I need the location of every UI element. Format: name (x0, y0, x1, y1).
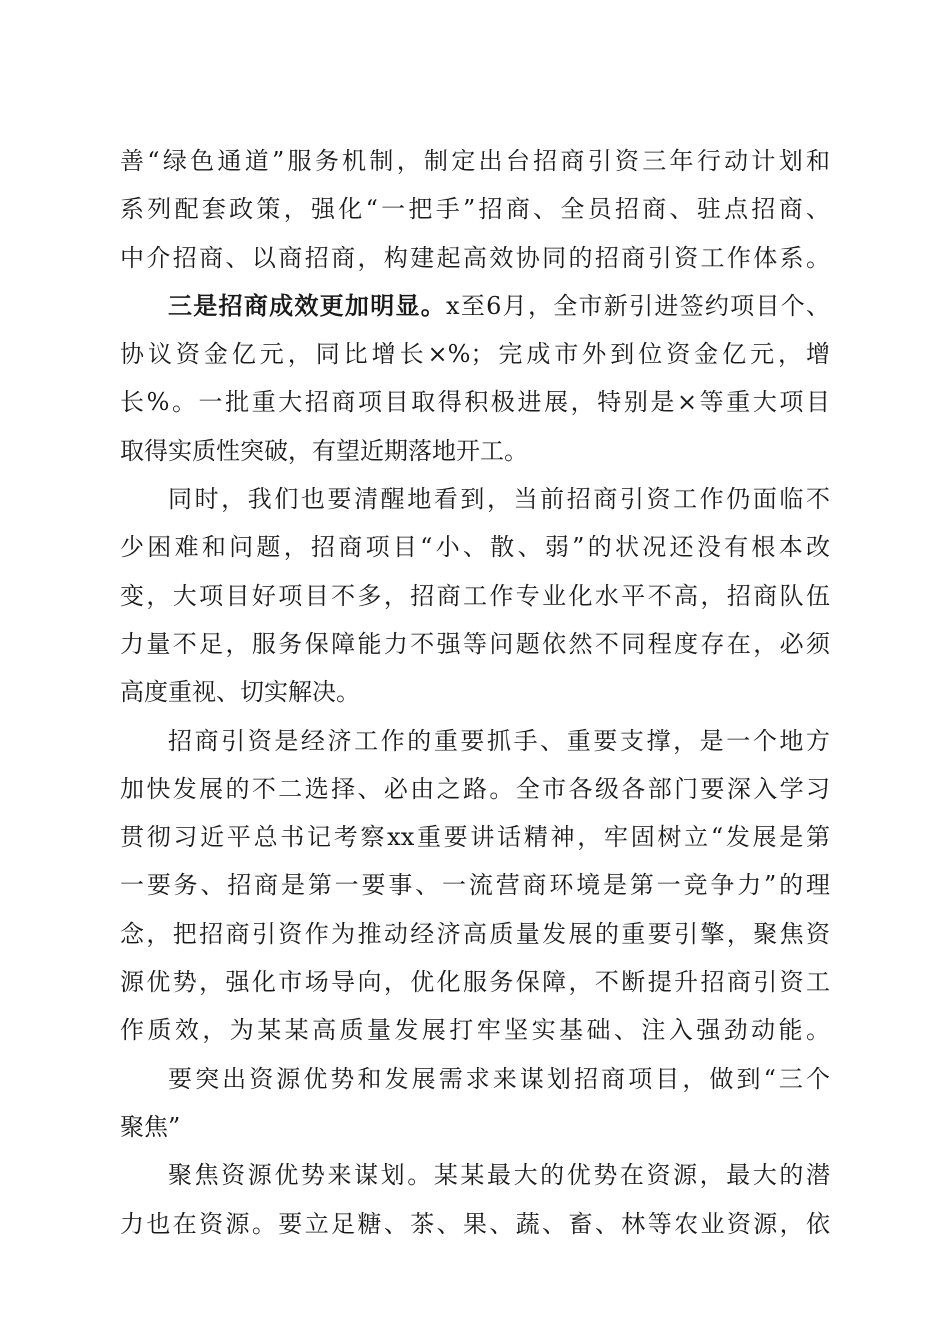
text-line (120, 1006, 830, 1054)
line-text: 力量不足，服务保障能力不强等问题依然不同程度存在，必须 (120, 629, 830, 658)
line-text: x至6月，全市新引进签约项目个、 (446, 291, 830, 320)
text-line (120, 813, 830, 861)
text-line (120, 620, 830, 668)
text-line (120, 910, 830, 958)
text-line (120, 668, 830, 716)
text-line (120, 861, 830, 909)
line-text: 一要务、招商是第一要事、一流营商环境是第一竞争力”的理 (120, 871, 830, 900)
line-text: 善“绿色通道”服务机制，制定出台招商引资三年行动计划和 (120, 147, 830, 175)
text-line (120, 765, 830, 813)
line-text: 加快发展的不二选择、必由之路。全市各级各部门要深入学习 (120, 774, 830, 803)
text-line (120, 234, 830, 282)
line-text: 源优势，强化市场导向，优化服务保障，不断提升招商引资工 (120, 968, 830, 997)
line-text: 聚焦” (120, 1112, 181, 1141)
line-text: 同时，我们也要清醒地看到，当前招商引资工作仍面临不 (168, 485, 830, 514)
line-text: 中介招商、以商招商，构建起高效协同的招商引资工作体系。 (120, 243, 830, 272)
document-body (120, 137, 830, 1248)
text-line (120, 378, 830, 426)
text-line (120, 282, 830, 330)
line-text: 聚焦资源优势来谋划。某某最大的优势在资源，最大的潜 (168, 1161, 830, 1190)
line-text: 高度重视、切实解决。 (120, 678, 360, 707)
line-text: 长%。一批重大招商项目取得积极进展，特别是×等重大项目 (120, 388, 830, 417)
line-text: 念，把招商引资作为推动经济高质量发展的重要引擎，聚焦资 (120, 919, 830, 948)
line-text: 少困难和问题，招商项目“小、散、弱”的状况还没有根本改 (120, 533, 830, 562)
text-line (120, 1103, 830, 1151)
text-line (120, 958, 830, 1006)
text-line (120, 572, 830, 620)
line-text: 变，大项目好项目不多，招商工作专业化水平不高，招商队伍 (120, 581, 830, 610)
line-text: 取得实质性突破，有望近期落地开工。 (120, 436, 528, 465)
text-line (120, 185, 830, 233)
text-line (120, 475, 830, 523)
line-text: 力也在资源。要立足糖、茶、果、蔬、畜、林等农业资源，依 (120, 1209, 830, 1238)
paragraph-lead: 三是招商成效更加明显。 (168, 290, 447, 320)
line-text: 协议资金亿元，同比增长×%；完成市外到位资金亿元，增 (120, 340, 830, 369)
text-line (120, 717, 830, 765)
line-text: 作质效，为某某高质量发展打牢坚实基础、注入强劲动能。 (120, 1016, 830, 1045)
line-text: 要突出资源优势和发展需求来谋划招商项目，做到“三个 (168, 1064, 830, 1093)
line-text: 系列配套政策，强化“一把手”招商、全员招商、驻点招商、 (120, 195, 830, 224)
text-line (120, 137, 830, 185)
text-line (120, 330, 830, 378)
text-line (120, 1055, 830, 1103)
text-line (120, 1200, 830, 1248)
line-text: 贯彻习近平总书记考察xx重要讲话精神，牢固树立“发展是第 (120, 823, 830, 852)
text-line (120, 523, 830, 571)
line-text: 招商引资是经济工作的重要抓手、重要支撑，是一个地方 (168, 726, 830, 755)
text-line (120, 427, 830, 475)
text-line (120, 1151, 830, 1199)
